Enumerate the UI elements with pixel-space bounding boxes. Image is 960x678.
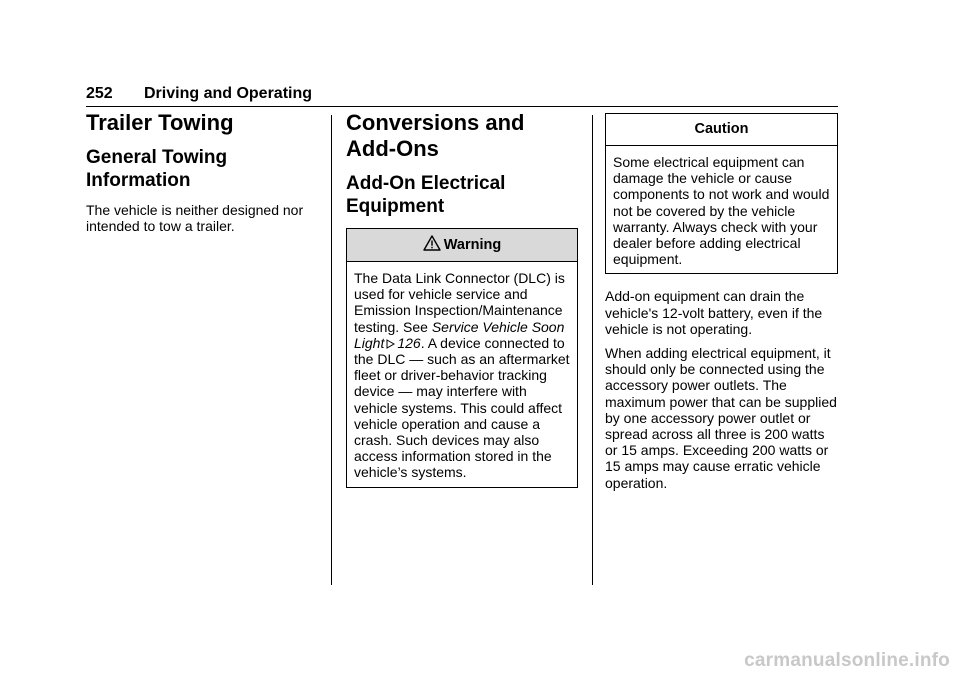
caution-body: Some electrical equipment can damage the vehicle or cause components to not work and would not be covered by the vehicle warranty. Always check with your dealer before adding electrical equipment. [613, 154, 830, 268]
page-number: 252 [86, 85, 113, 102]
heading-general-towing: General Towing Information [86, 147, 228, 191]
column-divider [331, 115, 332, 585]
warning-title: Warning [443, 237, 502, 253]
section-title: Driving and Operating [144, 85, 313, 102]
heading-trailer-towing: Trailer Towing [86, 110, 234, 135]
heading-conversions: Conversions and Add-Ons [346, 110, 525, 161]
page-header [86, 84, 838, 107]
heading-add-on-electrical: Add-On Electrical Equipment [346, 173, 506, 217]
watermark: carmanualsonline.info [744, 650, 950, 671]
warning-icon [423, 235, 441, 251]
warning-body [347, 262, 577, 487]
ref-link-service-light[interactable]: Service Vehicle Soon Light [354, 318, 565, 351]
paragraph: When adding electrical equipment, it should only be connected using the accessory power outlets. The maximum power that can be supplied by one accessory power outlet or spread across all three is 200 watts or 15 amps. Exceeding 200 watts or 15 amps may cause erratic vehicle operation. [605, 345, 837, 491]
column-2 [346, 110, 578, 488]
warning-text: . A device connected to the DLC — such as an aftermarket fleet or driver-behavior tracking device — may interfere with vehicle systems. This could affect vehicle operation and cause a crash. Such devices may also access information stored in the vehicle’s systems. [354, 334, 570, 481]
page-ref-icon [386, 336, 395, 346]
column-1 [86, 110, 318, 242]
ref-page[interactable]: 126 [397, 334, 421, 351]
warning-text: The Data Link Connector (DLC) is used for vehicle service and Emission Inspection/Maintenance testing. See [354, 270, 565, 335]
warning-box [346, 228, 578, 488]
column-3 [605, 110, 838, 499]
warning-header [347, 229, 577, 262]
paragraph: Add-on equipment can drain the vehicle's 12-volt battery, even if the vehicle is not operating. [605, 288, 823, 337]
paragraph: The vehicle is neither designed nor intended to tow a trailer. [86, 202, 304, 235]
caution-title: Caution [606, 114, 837, 146]
caution-box [605, 113, 838, 274]
column-divider [592, 115, 593, 585]
